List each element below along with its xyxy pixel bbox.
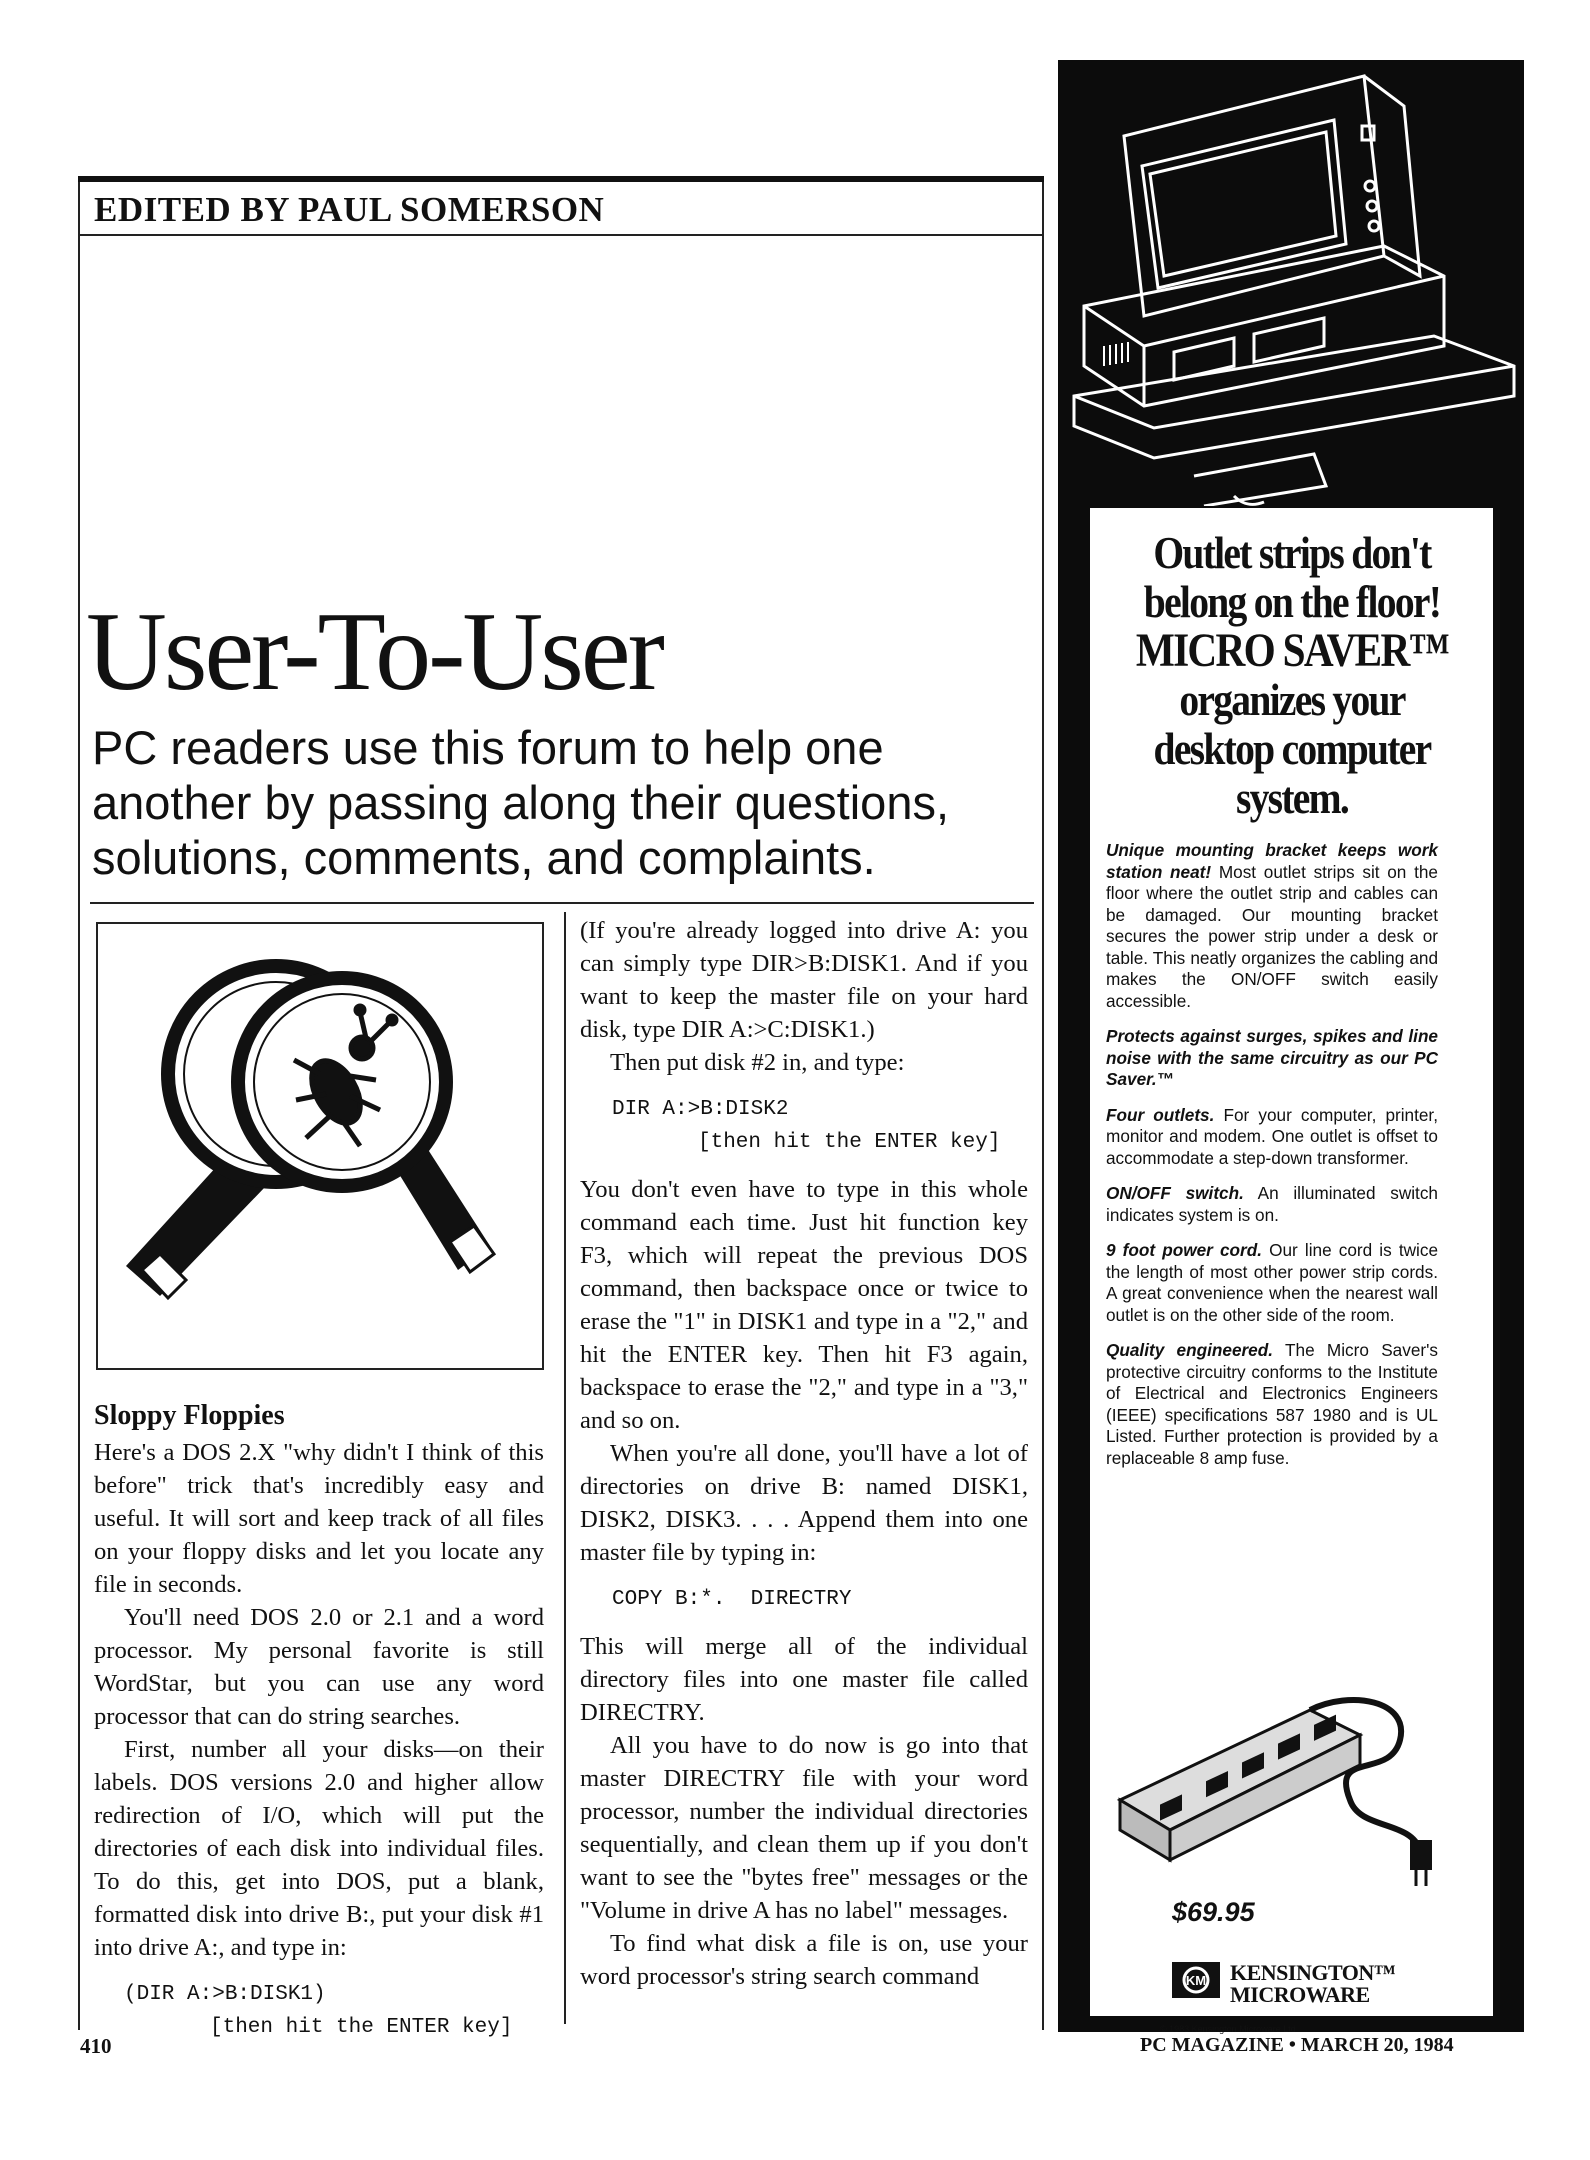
paragraph: To find what disk a file is on, use your word processor's string search command xyxy=(580,1930,1028,1990)
article-column-2 xyxy=(580,914,1028,1993)
ad-feature-lead: Quality engineered. xyxy=(1106,1340,1274,1360)
page-number: 410 xyxy=(80,2034,112,2058)
ad-feature-text: The Micro Saver's protective circuitry conforms to the Institute of Electrical and Electronics Engineers (IEEE) specifications 587 1980 and is UL Listed. Further protection is provided by a replaceable 8 amp fuse. xyxy=(1106,1340,1438,1468)
ad-copyright: © 1983 Kensington Microware Ltd xyxy=(1160,2024,1296,2034)
paragraph: You'll need DOS 2.0 or 2.1 and a word processor. My personal favorite is still WordStar, but you can use any word processor that can do string searches. xyxy=(94,1604,544,1730)
power-strip-image xyxy=(1110,1690,1460,1905)
ad-headline-line: Outlet strips don't belong on the floor! xyxy=(1143,527,1441,627)
ad-price: $69.95 xyxy=(1172,1897,1255,1927)
column-divider xyxy=(564,912,566,2024)
ad-feature-lead: 9 foot power cord. xyxy=(1106,1240,1262,1260)
editor-credit: EDITED BY PAUL SOMERSON xyxy=(94,190,605,229)
code-line: COPY B:*. DIRECTRY xyxy=(612,1588,852,1611)
ad-feature xyxy=(1106,1183,1438,1226)
page-subtitle: PC readers use this forum to help one another by passing along their questions, solutions, comments, and complaints. xyxy=(92,721,950,884)
code-line: (DIR A:>B:DISK1) xyxy=(124,1983,326,2006)
ad-headline xyxy=(1123,528,1460,822)
code-line: DIR A:>B:DISK2 xyxy=(612,1098,789,1121)
ad-feature-lead: Four outlets. xyxy=(1106,1104,1215,1125)
ad-computer-illustration xyxy=(1064,66,1518,506)
page-title: User-To-User xyxy=(86,590,662,714)
paragraph: First, number all your disks—on their labels. DOS versions 2.0 and higher allow redirection of I/O, which will put the directories of each disk into individual files. To do this, get into DOS, put a blank, formatted disk into drive B:, put your disk #1 into drive A:, and type in: xyxy=(94,1736,544,1961)
divider xyxy=(90,902,1034,904)
svg-text:KM: KM xyxy=(1185,1973,1207,1988)
ad-feature-lead: Unique mounting bracket keeps work station neat! xyxy=(1106,840,1438,882)
ad-feature-lead: Protects against surges, spikes and line noise with the same circuitry as our PC Saver.™ xyxy=(1106,1026,1438,1089)
paragraph: Then put disk #2 in, and type: xyxy=(610,1049,905,1076)
ad-feature-lead: ON/OFF switch. xyxy=(1106,1183,1244,1203)
ad-feature-text: An illuminated switch indicates system is on. xyxy=(1106,1183,1438,1225)
ad-feature xyxy=(1106,1240,1438,1326)
ad-feature xyxy=(1106,1026,1438,1091)
kensington-logo xyxy=(1170,1960,1396,2007)
ad-body xyxy=(1106,840,1438,1483)
section-heading: Sloppy Floppies xyxy=(94,1400,285,1431)
ad-feature-text: Our line cord is twice the length of most other power strip cords. A great convenience when the nearest wall outlet is on the other side of the room. xyxy=(1106,1240,1438,1325)
code-line: [then hit the ENTER key] xyxy=(698,1131,1001,1154)
computer-desk-icon xyxy=(1064,66,1518,506)
kensington-logo-icon xyxy=(1170,1960,1222,2000)
publication-footer: PC MAGAZINE • MARCH 20, 1984 xyxy=(1140,2034,1454,2056)
ad-feature-text: For your computer, printer, monitor and modem. One outlet is offset to accommodate a step-down transformer. xyxy=(1106,1104,1438,1168)
magnifying-glass-illustration xyxy=(96,922,544,1370)
ad-product-name: MICRO SAVER™ xyxy=(1135,624,1449,677)
power-strip-icon xyxy=(1110,1690,1460,1900)
magnifier-bug-icon xyxy=(98,924,542,1368)
code-line: [then hit the ENTER key] xyxy=(210,2016,513,2039)
paragraph: Here's a DOS 2.X "why didn't I think of this before" trick that's incredibly easy and useful. It will sort and keep track of all files on your floppy disks and let you locate any file in seconds. xyxy=(94,1439,544,1598)
article-column-1 xyxy=(94,1398,544,2044)
paragraph: All you have to do now is go into that master DIRECTRY file with your word processor, number the individual directories sequentially, and clean them up if you don't want to see the "bytes free" messages or the "Volume in drive A has no label" messages. xyxy=(580,1732,1028,1924)
paragraph: (If you're already logged into drive A: you can simply type DIR>B:DISK1. And if you want to keep the master file on your hard disk, type DIR A:>C:DISK1.) xyxy=(580,917,1028,1043)
paragraph: You don't even have to type in this whole command each time. Just hit function key F3, which will repeat the previous DOS command, then backspace once or twice to erase the "1" in DISK1 and type in a "2," and hit the ENTER key. Then hit F3 again, backspace to erase the "2," and type in a "3," and so on. xyxy=(580,1176,1028,1434)
paragraph: When you're all done, you'll have a lot of directories on drive B: named DISK1, DISK2, DISK3. . . . Append them into one master file by typing in: xyxy=(580,1440,1028,1566)
paragraph: This will merge all of the individual directory files into one master file called DIRECTRY. xyxy=(580,1633,1028,1726)
ad-feature xyxy=(1106,1105,1438,1170)
ad-feature xyxy=(1106,1340,1438,1469)
ad-brand-name: KENSINGTON™ xyxy=(1230,1960,1396,1985)
ad-headline-line: organizes your desktop computer system. xyxy=(1153,674,1431,823)
ad-feature-text: Most outlet strips sit on the floor where the outlet strip and cables can be damaged. Our mounting bracket secures the power strip under a desk or table. This neatly organizes the cabling and makes the ON/OFF switch easily accessible. xyxy=(1106,861,1438,1011)
ad-brand-name: MICROWARE xyxy=(1230,1982,1370,2007)
ad-feature xyxy=(1106,840,1438,1012)
